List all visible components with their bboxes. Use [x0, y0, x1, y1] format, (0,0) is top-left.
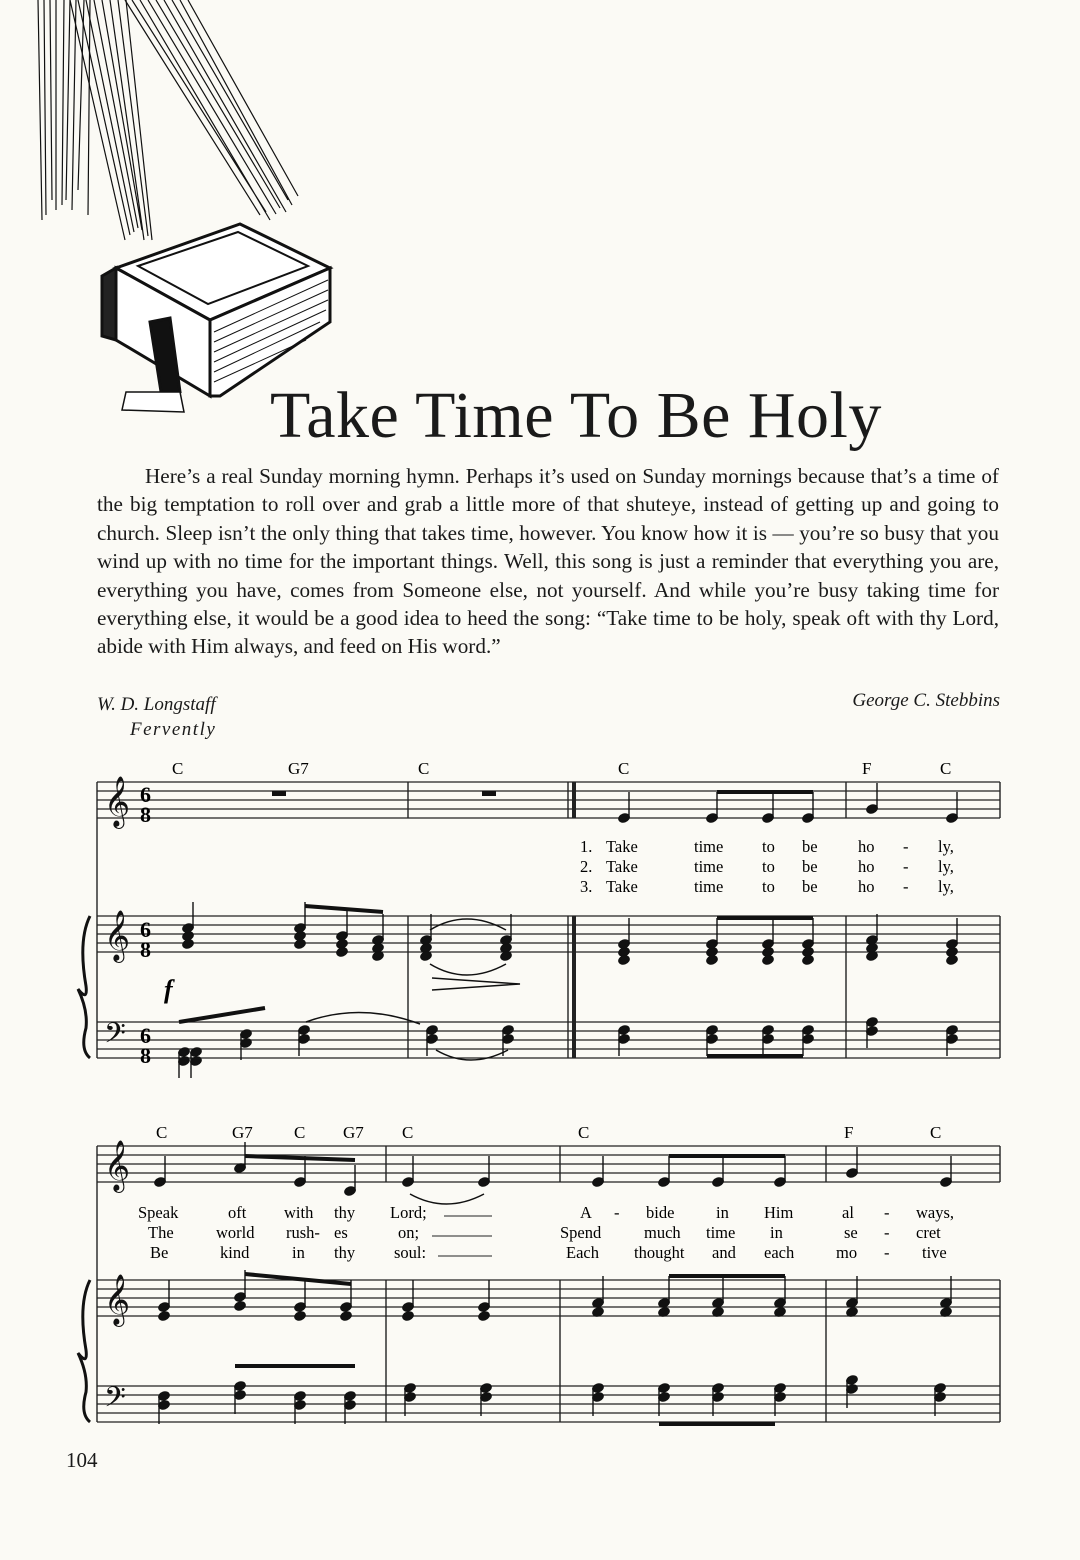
- staff-brace: [78, 1280, 90, 1422]
- lyric-syllable: each: [764, 1243, 795, 1262]
- lyric-syllable: to: [762, 857, 775, 876]
- lyric-syllable: -: [614, 1203, 620, 1222]
- composer-credit: George C. Stebbins: [852, 690, 1000, 711]
- verse-number: 1.: [580, 837, 593, 856]
- dynamic-marking: f: [164, 975, 173, 1004]
- lyric-syllable: on;: [398, 1223, 420, 1242]
- lyric-syllable: Spend: [560, 1223, 602, 1242]
- lyric-syllable: and: [712, 1243, 736, 1262]
- time-sig-top: 6: [140, 782, 151, 807]
- lyric-syllable: Take: [606, 857, 638, 876]
- staff-brace: [78, 916, 90, 1058]
- lyric-syllable: time: [694, 837, 724, 856]
- chord-symbol: C: [940, 759, 952, 778]
- note-head: [181, 938, 195, 951]
- lyric-syllable: time: [706, 1223, 736, 1242]
- lyricist-credit: W. D. Longstaff: [97, 694, 216, 715]
- lyric-syllable: time: [694, 877, 724, 896]
- lyric-syllable: -: [884, 1223, 890, 1242]
- lyric-syllable: thy: [334, 1243, 356, 1262]
- chord-symbol: C: [402, 1123, 414, 1142]
- note-head: [801, 954, 815, 967]
- lyric-syllable: ly,: [938, 857, 954, 876]
- chord-symbol: C: [172, 759, 184, 778]
- verse-lyrics-2: [580, 857, 954, 876]
- time-sig-bottom: 8: [140, 802, 151, 827]
- whole-rest: [272, 791, 286, 796]
- lyric-syllable: ways,: [916, 1203, 955, 1222]
- lyric-syllable: in: [770, 1223, 783, 1242]
- lyric-syllable: ho: [858, 837, 875, 856]
- verse-lyrics-2-line2: [148, 1223, 941, 1242]
- verse-number: 2.: [580, 857, 593, 876]
- lyric-syllable: ho: [858, 877, 875, 896]
- lyric-syllable: Take: [606, 877, 638, 896]
- time-sig-top: 6: [140, 1023, 151, 1048]
- chord-symbol: F: [844, 1123, 854, 1142]
- lyric-syllable: thy: [334, 1203, 356, 1222]
- tempo-marking: Fervently: [130, 719, 217, 740]
- lyric-syllable: Him: [764, 1203, 794, 1222]
- lyric-syllable: es: [334, 1223, 348, 1242]
- verse-lyrics-3: [580, 877, 954, 896]
- lyric-syllable: be: [802, 857, 818, 876]
- chord-symbol: C: [156, 1123, 168, 1142]
- lyric-syllable: Each: [566, 1243, 599, 1262]
- lyric-syllable: thought: [634, 1243, 685, 1262]
- verse-lyrics-3-line2: [150, 1243, 947, 1262]
- lyric-syllable: rush-: [286, 1223, 320, 1242]
- verse-lyrics-1: [580, 837, 954, 856]
- lyric-syllable: in: [716, 1203, 729, 1222]
- staff: [97, 1146, 1000, 1182]
- lyric-syllable: world: [216, 1223, 255, 1242]
- staff: [97, 916, 1000, 952]
- lyric-syllable: kind: [220, 1243, 250, 1262]
- lyric-syllable: to: [762, 837, 775, 856]
- lyric-syllable: be: [802, 837, 818, 856]
- lyric-syllable: bide: [646, 1203, 675, 1222]
- decrescendo: [432, 978, 520, 990]
- treble-clef-icon: 𝄞: [104, 1275, 131, 1324]
- chord-symbol: C: [294, 1123, 306, 1142]
- verse-lyrics-1-line2: [138, 1203, 954, 1222]
- lyric-syllable: The: [148, 1223, 174, 1242]
- staff: [97, 1022, 1000, 1058]
- note-head: [945, 954, 959, 967]
- time-signatures: [140, 782, 151, 1068]
- chord-symbol: G7: [288, 759, 309, 778]
- lyric-syllable: to: [762, 877, 775, 896]
- bass-clef-icon: 𝄢: [104, 1019, 126, 1056]
- note-head: [293, 938, 307, 951]
- treble-clef-icon: 𝄞: [104, 911, 131, 960]
- staff: [97, 782, 1000, 818]
- lyric-syllable: oft: [228, 1203, 247, 1222]
- note-head: [761, 954, 775, 967]
- lyric-syllable: ly,: [938, 837, 954, 856]
- note-head: [705, 954, 719, 967]
- chord-symbol: C: [418, 759, 430, 778]
- lyric-syllable: cret: [916, 1223, 941, 1242]
- page-number: 104: [66, 1448, 98, 1472]
- lyric-extenders: [432, 1216, 492, 1256]
- light-rays: [38, 0, 298, 240]
- lyric-syllable: -: [903, 837, 909, 856]
- chord-symbol: C: [578, 1123, 590, 1142]
- chord-symbol: C: [618, 759, 630, 778]
- chord-symbol: F: [862, 759, 872, 778]
- lyric-syllable: Take: [606, 837, 638, 856]
- lyric-syllable: time: [694, 857, 724, 876]
- lyric-syllable: A: [580, 1203, 592, 1222]
- treble-clef-icon: 𝄞: [104, 1141, 131, 1190]
- lyric-syllable: much: [644, 1223, 681, 1242]
- chord-symbol: G7: [232, 1123, 253, 1142]
- whole-rest: [482, 791, 496, 796]
- lyric-syllable: in: [292, 1243, 305, 1262]
- lyric-syllable: se: [844, 1223, 858, 1242]
- lyric-syllable: ly,: [938, 877, 954, 896]
- verse-number: 3.: [580, 877, 593, 896]
- intro-paragraph: Here’s a real Sunday morning hymn. Perhaps it’s used on Sunday mornings because that’s a time of the big temptation to roll over and grab a little more of that shuteye, instead of getting up and going to church. Sleep isn’t the only thing that takes time, however. You know how it is — you’re so busy that you wind up with no time for the important things. Well, this song is just a reminder that everything you are, everything you have, comes from Someone else, not yourself. And while you’re busy taking time for everything else, it would be a good idea to heed the song: “Take time to be holy, speak oft with thy Lord, abide with Him always, and feed on His word.”: [97, 464, 999, 659]
- lyric-syllable: Lord;: [390, 1203, 427, 1222]
- lyric-syllable: with: [284, 1203, 314, 1222]
- note-head: [335, 946, 349, 959]
- lyric-syllable: -: [903, 877, 909, 896]
- page-title: Take Time To Be Holy: [270, 379, 882, 452]
- lyric-syllable: Speak: [138, 1203, 179, 1222]
- lyric-syllable: soul:: [394, 1243, 427, 1262]
- bible-illustration: [30, 0, 350, 420]
- lyric-syllable: Be: [150, 1243, 169, 1262]
- time-sig-bottom: 8: [140, 937, 151, 962]
- staff: [97, 1386, 1000, 1422]
- lyric-syllable: be: [802, 877, 818, 896]
- lyric-syllable: -: [884, 1243, 890, 1262]
- lyric-syllable: ho: [858, 857, 875, 876]
- note-head: [617, 954, 631, 967]
- staff: [97, 1280, 1000, 1316]
- chord-symbol: C: [930, 1123, 942, 1142]
- time-sig-bottom: 8: [140, 1043, 151, 1068]
- bass-clef-icon: 𝄢: [104, 1383, 126, 1420]
- chord-symbol: G7: [343, 1123, 364, 1142]
- time-sig-top: 6: [140, 917, 151, 942]
- lyric-syllable: mo: [836, 1243, 858, 1262]
- lyric-syllable: tive: [922, 1243, 947, 1262]
- lyric-syllable: -: [884, 1203, 890, 1222]
- sheet-music: [0, 740, 1080, 1440]
- treble-clef-icon: 𝄞: [104, 777, 131, 826]
- lyric-syllable: -: [903, 857, 909, 876]
- lyric-syllable: al: [842, 1203, 854, 1222]
